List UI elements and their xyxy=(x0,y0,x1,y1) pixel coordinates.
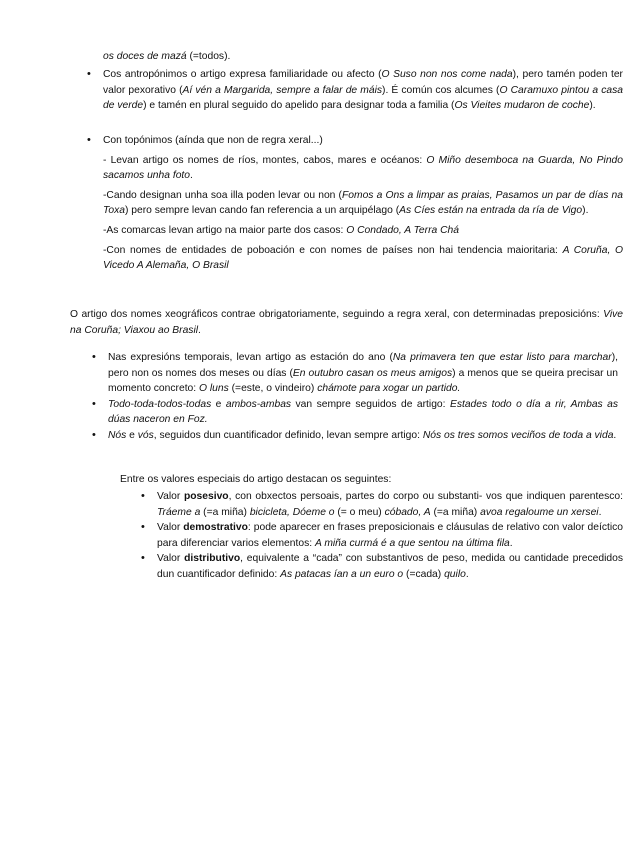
toponyms-sub-rivers: - Levan artigo os nomes de ríos, montes, cabos, mares e océanos: O Miño desemboca na Guarda, No Pindo sacamos unha foto. xyxy=(103,154,624,182)
continuation-line: os doces de mazá (=todos). xyxy=(103,51,231,62)
list-item-possessive: • Valor posesivo, con obxectos persoais, partes do corpo ou substanti- vos que indiquen parentesco: Tráeme a (=a miña) bicicleta, Dóeme o (= o meu) cóbado, A (=a miña) avoa regaloume un xersei. xyxy=(157,489,623,520)
list-item-distributive: • Valor distributivo, equivalente a “cada” con substantivos de peso, medida ou cantidade precedidos dun cuantificador definido: As patacas ían a un euro o (=cada) quilo. xyxy=(157,551,623,582)
toponyms-sub-comarcas: -As comarcas levan artigo na maior parte dos casos: O Condado, A Terra Chá xyxy=(103,224,459,236)
list-item-demonstrative: • Valor demostrativo: pode aparecer en frases preposicionais e cláusulas de relativo con valor deíctico para diferenciar varios elementos: A miña curmá é a que sentou na última fila. xyxy=(157,520,623,551)
list-item-temporal: • Nas expresións temporais, levan artigo as estación do ano (Na primavera ten que estar listo para marchar), pero non os nomes dos meses ou días (En outubro casan os meus amigos) a menos que se queira precisar un momento concreto: O luns (=este, o vindeiro) chámote para xogar un partido. xyxy=(108,350,618,397)
bullet-list-1 xyxy=(103,67,623,114)
toponyms-sub-islands: -Cando designan unha soa illa poden levar ou non (Fomos a Ons a limpar as praias, Pasamos un par de días na Toxa) pero sempre levan cando fan referencia a un arquipélago (As Cíes están na entrada da ría de Vigo). xyxy=(103,189,623,217)
paragraph-contraction: O artigo dos nomes xeográficos contrae obrigatoriamente, seguindo a regra xeral, con determinadas preposicións: Vive na Coruña; Viaxou ao Brasil. xyxy=(70,309,623,336)
toponyms-sub-towns: -Con nomes de entidades de poboación e con nomes de países non hai tendencia maioritaria: A Coruña, O Vicedo A Alemaña, O Brasil xyxy=(103,244,623,272)
list-item-anthroponyms: • Cos antropónimos o artigo expresa familiaridade ou afecto (O Suso non nos come nada), pero tamén poden ter valor pexorativo (Aí vén a Margarida, sempre a falar de máis). É común cos alcumes (O Caramuxo pintou a casa de verde) e tamén en plural seguido do apelido para designar toda a familia (Os Vieites mudaron de coche). xyxy=(103,67,623,114)
special-values-intro: Entre os valores especiais do artigo destacan os seguintes: xyxy=(120,474,392,485)
bullet-list-toponyms xyxy=(103,133,623,274)
toponyms-heading: • Con topónimos (aínda que non de regra xeral...) xyxy=(103,135,323,146)
bullet-list-2 xyxy=(108,350,618,444)
list-item-todo-ambos: • Todo-toda-todos-todas e ambos-ambas van sempre seguidos de artigo: Estades todo o día a rir, Ambas as dúas naceron en Foz. xyxy=(108,397,618,428)
list-item-nos-vos: • Nós e vós, seguidos dun cuantificador definido, levan sempre artigo: Nós os tres somos veciños de toda a vida. xyxy=(108,428,618,444)
list-item-toponyms xyxy=(103,133,623,274)
bullet-list-special xyxy=(157,489,623,583)
